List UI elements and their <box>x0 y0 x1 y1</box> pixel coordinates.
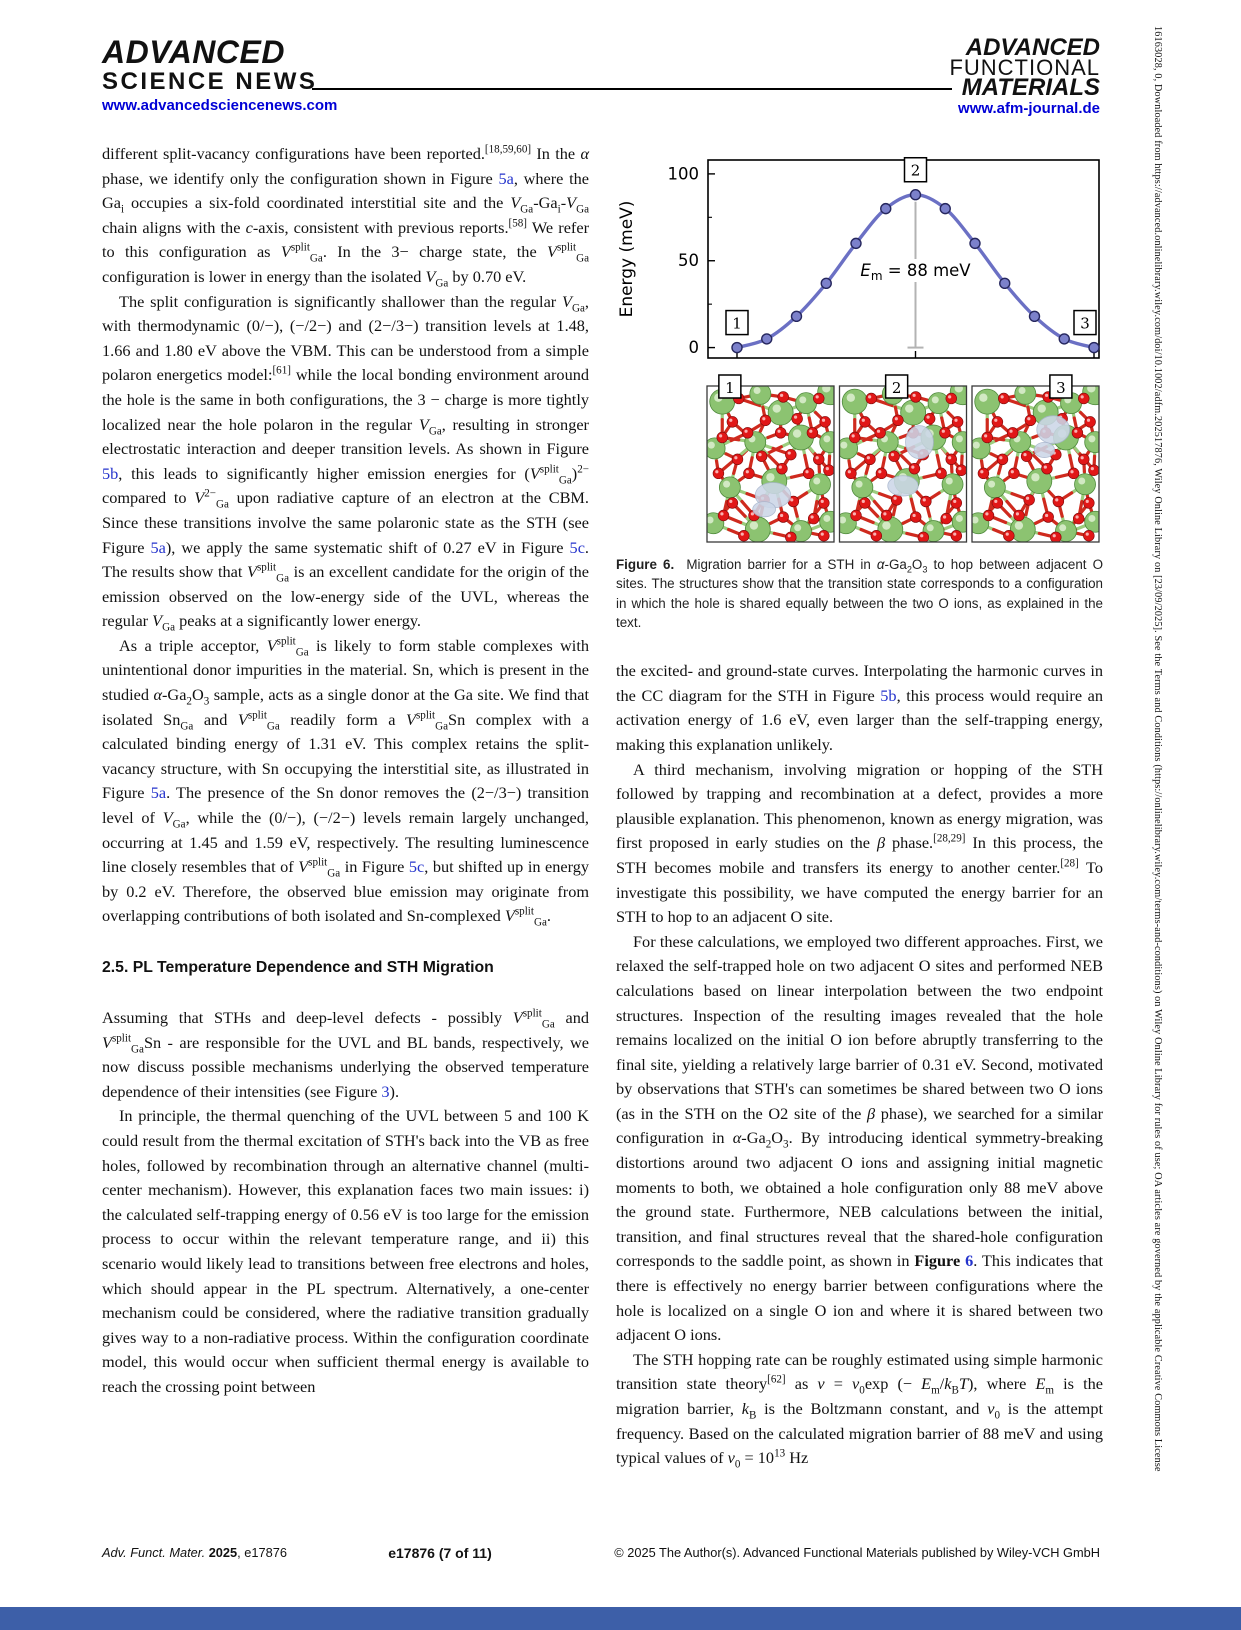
advancedsciencenews-url-link[interactable]: www.advancedsciencenews.com <box>102 97 338 114</box>
svg-text:1: 1 <box>725 379 735 397</box>
body-paragraph: the excited- and ground-state curves. Interpolating the harmonic curves in the CC diagram for the STH in Figure 5b, this process would require an activation energy of 1.6 eV, even larger than the self-trapping energy, making this explanation unlikely. <box>616 661 1103 754</box>
svg-text:2: 2 <box>891 379 902 397</box>
section-heading: 2.5. PL Temperature Dependence and STH Migration <box>102 959 494 976</box>
svg-text:0: 0 <box>688 338 699 358</box>
logo-line: ADVANCED <box>965 34 1100 61</box>
footer-color-bar <box>0 1607 1241 1630</box>
logo-line: FUNCTIONAL <box>949 55 1100 80</box>
figure6-structures <box>616 372 1103 546</box>
svg-text:Em = 88 meV: $E_m = 88$ meV <box>860 261 971 283</box>
logo-line: MATERIALS <box>961 74 1100 101</box>
svg-text:100: 100 <box>667 164 699 184</box>
svg-text:3: 3 <box>1080 314 1090 333</box>
svg-text:1: 1 <box>732 314 742 333</box>
svg-text:Energy (meV): Energy (meV) <box>617 200 637 318</box>
advanced-science-news-logo <box>102 36 317 94</box>
body-paragraph: As a triple acceptor, $V^{split}_{Ga}$ is likely to form stable complexes with unintentional donor impurities in the material. Sn, which is present in the studied $\alpha-Ga_2O_3$ sample, acts as a single donor at the Ga site. We find that isolated $Sn_{Ga}$ and $V^{split}_{Ga}$ readily form a $V^{split}_{Ga}Sn$ complex with a calculated binding energy of 1.31 eV. This complex retains the split-vacancy structure, with Sn occupying the interstitial site, as illustrated in Figure 5a. The presence of the Sn donor removes the (2−/3−) transition level of $V_{Ga}$, while the (0/−), (−/2−) levels remain largely unchanged, occurring at 1.45 and 1.59 eV, respectively. The resulting luminescence line closely resembles that of $V^{split}_{Ga}$ in Figure 5c, but shifted up in energy by 0.2 eV. Therefore, the observed blue emission may originate from overlapping contributions of both isolated and Sn-complexed $V^{split}_{Ga}$. <box>102 635 590 929</box>
logo-line: SCIENCE NEWS <box>102 68 318 95</box>
svg-text:2: 2 <box>910 161 921 180</box>
logo-line: ADVANCED <box>102 34 285 70</box>
footer-copyright: © 2025 The Author(s). Advanced Functional Materials published by Wiley-VCH GmbH <box>614 1545 1100 1560</box>
footer-journal-reference: Adv. Funct. Mater. 2025, e17876 <box>102 1545 287 1560</box>
body-paragraph: Assuming that STHs and deep-level defects - possibly $V^{split}_{Ga}$ and $V^{split}_{Ga}Sn$ - are responsible for the UVL and BL bands, respectively, we now discuss possible mechanisms underlying the observed temperature dependence of their intensities (see Figure 3). <box>102 1007 590 1101</box>
sidebar-license-text: 16163028, 0, Downloaded from https://advanced.onlinelibrary.wiley.com/doi/10.1002/adfm.202517876, Wiley Online Library on [23/09/2025]. See the Terms and Conditions (https://onlinelibrary.wiley.com/terms-and-conditions) on Wiley Online Library for rules of use; OA articles are governed by the applicable Creative Commons License <box>1152 26 1163 1472</box>
afm-journal-url-link[interactable]: www.afm-journal.de <box>958 100 1100 117</box>
right-text-column <box>616 142 1103 1471</box>
figure6 <box>616 148 1103 632</box>
footer-page-number: e17876 (7 of 11) <box>388 1545 492 1561</box>
figure6-caption: Figure 6. Migration barrier for a STH in $\alpha-Ga_2O_3$ to hop between adjacent O sites. The structures show that the transition state corresponds to a configuration in which the hole is shared equally between the two O ions, as explained in the text. <box>616 557 1104 630</box>
body-paragraph: The STH hopping rate can be roughly estimated using simple harmonic transition state theory[62] as $\nu = \nu_0\exp$ (− $E_m/k_BT$), where $E_m$ is the migration barrier, $k_B$ is the Boltzmann constant, and $\nu_0$ is the attempt frequency. Based on the calculated migration barrier of 88 meV and using typical values of $\nu_0 = 10^{13}$ Hz <box>616 1349 1103 1471</box>
body-paragraph: For these calculations, we employed two different approaches. First, we relaxed the self-trapped hole on two adjacent O sites and performed NEB calculations based on linear interpolation between the two endpoint structures. Inspection of the resulting images revealed that the hole remains localized on the initial O ion before abruptly transferring to the final site, yielding a relatively large barrier of 0.31 eV. Second, motivated by observations that STH's can sometimes be shared between two O ions (as in the STH on the O2 site of the β phase), we searched for a similar configuration in $\alpha-Ga_2O_3$. By introducing identical symmetry-breaking distortions around two adjacent O ions and assigning initial magnetic moments to both, we obtained a hole configuration only 88 meV above the ground state. Furthermore, NEB calculations between the initial, transition, and final structures reveal that the shared-hole configuration corresponds to the saddle point, as shown in Figure 6. This indicates that there is effectively no energy barrier between configurations where the hole is localized on a single O ion and where it is shared between two adjacent O ions. <box>616 931 1103 1345</box>
body-paragraph: A third mechanism, involving migration or hopping of the STH followed by trapping and recombination at a defect, provides a more plausible explanation. This phenomenon, known as energy migration, was first proposed in early studies on the β phase.[28,29] In this process, the STH becomes mobile and transfers its energy to another center.[28] To investigate this possibility, we have computed the energy barrier for an STH to hop to an adjacent O site. <box>616 759 1103 927</box>
figure6-chart <box>616 148 1103 372</box>
header-divider <box>312 88 952 90</box>
svg-text:3: 3 <box>1056 379 1066 397</box>
left-text-column <box>102 142 589 1400</box>
body-paragraph: In principle, the thermal quenching of the UVL between 5 and 100 K could result from the thermal excitation of STH's back into the VB as free holes, followed by recombination through an alternative channel (multi-center mechanism). However, this explanation faces two main issues: i) the calculated self-trapping energy of 0.56 eV is too large for the emission process to occur within the relevant temperature range, and ii) this scenario would likely lead to transitions between free electrons and holes, which should appear in the PL spectrum. Alternatively, a one-center mechanism could be considered, where the radiative transition gradually gives way to a non-radiative process. Within the configuration coordinate model, this would occur when sufficient thermal energy is available to reach the crossing point between <box>102 1106 589 1396</box>
body-paragraph: different split-vacancy configurations have been reported.[18,59,60] In the α phase, we identify only the configuration shown in Figure 5a, where the $Ga_i$ occupies a six-fold coordinated interstitial site and the $V_{Ga}-Ga_i-V_{Ga}$ chain aligns with the c-axis, consistent with previous reports.[58] We refer to this configuration as $V^{split}_{Ga}$. In the 3− charge state, the $V^{split}_{Ga}$ configuration is lower in energy than the isolated $V_{Ga}$ by 0.70 eV. <box>102 143 590 290</box>
body-paragraph: The split configuration is significantly shallower than the regular $V_{Ga}$, with thermodynamic (0/−), (−/2−) and (2−/3−) transition levels at 1.48, 1.66 and 1.80 eV above the VBM. This can be understood from a simple polaron energetics model:[61] while the local bonding environment around the hole is the same in both configurations, the 3 − charge is more tightly localized near the hole polaron in the regular $V_{Ga}$, resulting in stronger electrostatic interaction and deeper transition levels. As shown in Figure 5b, this leads to significantly higher emission energies for $(V^{split}_{Ga})^{2-}$ compared to $V^{2-}_{Ga}$ upon radiative capture of an electron at the CBM. Since these transitions involve the same polaronic state as the STH (see Figure 5a), we apply the same systematic shift of 0.27 eV in Figure 5c. The results show that $V^{split}_{Ga}$ is an excellent candidate for the origin of the emission observed on the low-energy side of the UVL, whereas the regular $V_{Ga}$ peaks at a significantly lower energy. <box>102 291 590 634</box>
advanced-functional-materials-logo <box>860 34 1100 101</box>
svg-text:50: 50 <box>678 251 699 271</box>
